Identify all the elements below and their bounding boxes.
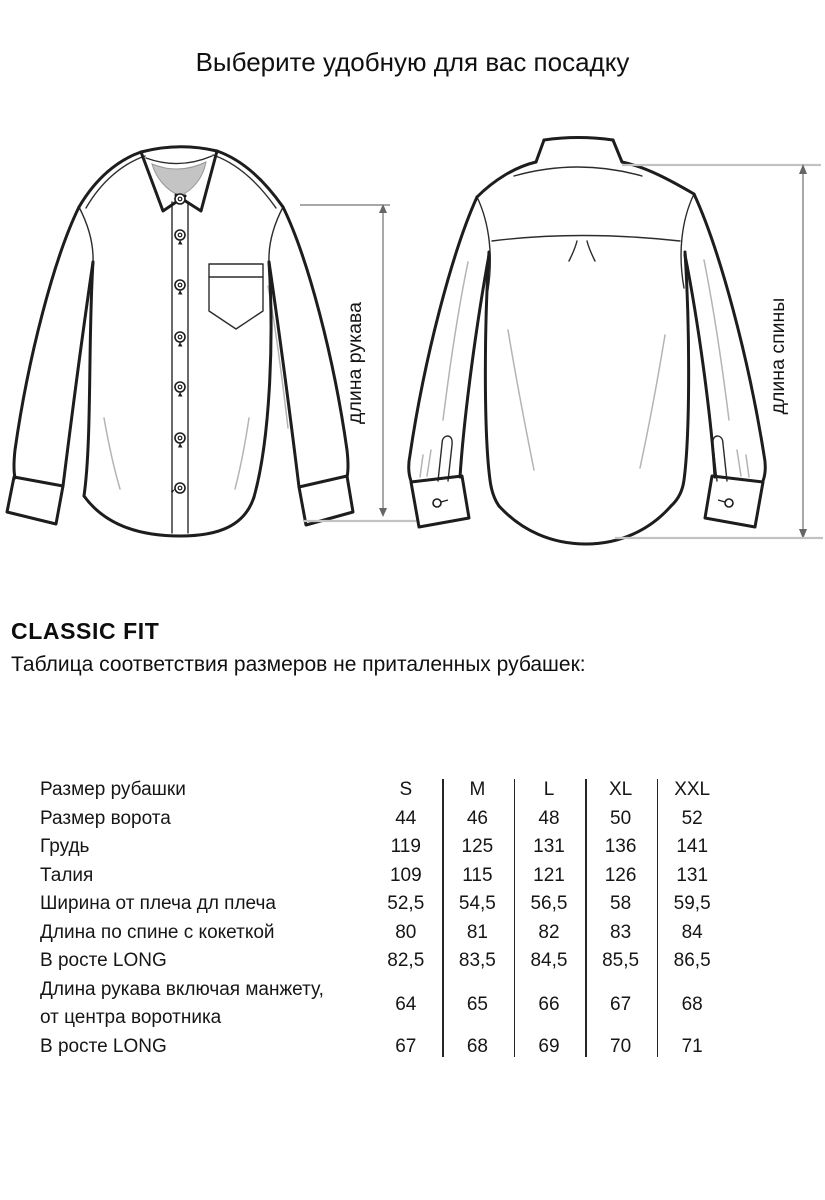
sleeve-length-arrow xyxy=(300,204,418,521)
size-header: XXL xyxy=(674,779,711,800)
size-value: 81 xyxy=(466,921,488,943)
size-value: 46 xyxy=(466,807,488,829)
size-value: 126 xyxy=(604,864,637,886)
front-collar-inner-shade xyxy=(152,162,206,196)
size-value: 82,5 xyxy=(387,950,425,971)
row-label: Талия xyxy=(40,864,94,886)
table-column-divider xyxy=(585,779,587,1057)
row-label: Размер рубашки xyxy=(40,779,186,800)
size-value: 68 xyxy=(681,993,703,1015)
page-title: Выберите удобную для вас посадку xyxy=(195,47,630,77)
front-buttons xyxy=(171,194,185,494)
table-column-divider xyxy=(514,779,516,1057)
size-table xyxy=(40,776,730,1061)
table-column-divider xyxy=(657,779,659,1057)
size-value: 67 xyxy=(610,993,632,1015)
row-label: В росте LONG xyxy=(40,1035,167,1057)
size-value: 54,5 xyxy=(458,893,496,914)
front-left-cuff xyxy=(7,477,63,524)
size-value: 125 xyxy=(461,836,494,857)
table-row xyxy=(40,919,730,948)
size-value: 59,5 xyxy=(673,893,711,914)
row-label: Ширина от плеча дл плеча xyxy=(40,893,276,914)
size-value: 44 xyxy=(395,807,417,829)
size-value: 48 xyxy=(538,807,560,829)
size-header: L xyxy=(543,779,555,800)
size-value: 119 xyxy=(390,836,421,857)
size-value: 131 xyxy=(533,836,565,857)
table-row xyxy=(40,833,730,862)
size-value: 141 xyxy=(676,836,709,857)
size-value: 70 xyxy=(610,1035,632,1057)
size-value: 50 xyxy=(610,807,632,829)
size-value: 64 xyxy=(395,993,417,1015)
size-value: 69 xyxy=(538,1035,560,1057)
size-value: 65 xyxy=(466,993,488,1015)
size-value: 86,5 xyxy=(673,950,711,971)
size-value: 136 xyxy=(604,836,637,857)
size-value: 109 xyxy=(389,864,422,886)
size-value: 68 xyxy=(466,1035,488,1057)
size-value: 80 xyxy=(395,921,417,943)
size-value: 84 xyxy=(681,921,703,943)
sleeve-length-label: длина рукава xyxy=(344,302,366,424)
back-left-sleeve-placket xyxy=(438,436,452,481)
table-header-row xyxy=(40,776,730,805)
back-right-cuff xyxy=(705,476,763,527)
table-column-divider xyxy=(442,779,444,1057)
size-value: 82 xyxy=(538,921,560,943)
size-value: 83 xyxy=(610,921,632,943)
size-value: 67 xyxy=(395,1035,417,1057)
size-value: 71 xyxy=(681,1035,703,1057)
size-value: 84,5 xyxy=(530,950,568,971)
row-label-line1: Длина рукава включая манжету, xyxy=(40,978,324,1000)
size-value: 85,5 xyxy=(602,950,640,971)
size-value: 56,5 xyxy=(530,893,568,914)
table-row xyxy=(40,862,730,891)
size-value: 66 xyxy=(538,993,560,1015)
size-header: S xyxy=(399,779,413,800)
front-right-cuff xyxy=(299,476,353,525)
table-row xyxy=(40,890,730,919)
shirt-back-drawing xyxy=(409,138,766,545)
table-row xyxy=(40,805,730,834)
size-value: 121 xyxy=(533,864,565,886)
table-row xyxy=(40,976,730,1033)
front-pocket xyxy=(209,264,263,329)
section-heading: CLASSIC FIT xyxy=(11,618,160,644)
back-length-label: длина спины xyxy=(767,297,789,415)
size-header: XL xyxy=(608,779,633,800)
table-row xyxy=(40,947,730,976)
size-header: M xyxy=(469,779,486,800)
size-value: 52 xyxy=(681,807,703,829)
row-label: В росте LONG xyxy=(40,950,167,971)
section-subtitle: Таблица соответствия размеров не приталенных рубашек: xyxy=(11,653,586,676)
size-value: 83,5 xyxy=(458,950,496,971)
row-label-line2: от центра воротника xyxy=(40,1007,222,1028)
size-value: 115 xyxy=(462,864,493,886)
row-label: Размер ворота xyxy=(40,807,171,829)
size-value: 58 xyxy=(610,893,632,914)
table-row xyxy=(40,1033,730,1062)
size-value: 131 xyxy=(676,864,709,886)
size-value: 52,5 xyxy=(387,893,425,914)
row-label: Грудь xyxy=(40,836,90,857)
row-label: Длина по спине с кокеткой xyxy=(40,921,275,943)
